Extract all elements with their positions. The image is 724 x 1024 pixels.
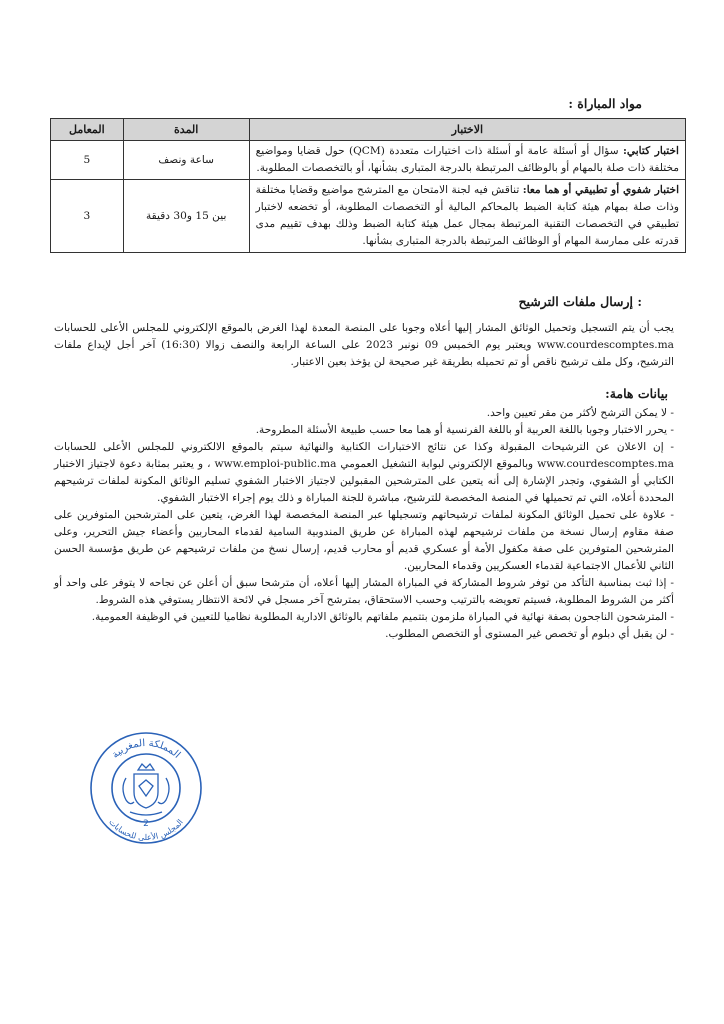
oral-exam-description [249, 180, 685, 253]
table-row [51, 141, 686, 180]
important-notes-list [54, 405, 674, 643]
important-notes-heading: بيانات هامة: [605, 386, 668, 401]
stamp-text-bottom: المجلس الأعلى للحسابات [107, 817, 185, 843]
oral-exam-title: اختبار شفوي أو تطبيقي أو هما معا: [522, 184, 680, 196]
list-item: - المترشحون الناجحون بصفة نهائية في المباراة ملزمون بتتميم ملفاتهم بالوثائق الادارية المطلوبة نظاميا للتعيين في الوظيفة العمومية. [91, 611, 674, 623]
stamp-inner-ring [112, 754, 180, 822]
submission-body: يجب أن يتم التسجيل وتحميل الوثائق المشار إليها أعلاه وجوبا على المنصة المعدة لهذا الغرض بالموقع الإلكتروني للمجلس الأعلى للحسابات www.courdescomptes.ma ويعتبر يوم الخميس 09 نونبر 2023 على الساعة الرابعة والنصف زوالا (16:30) آخر أجل لإيداع ملفات الترشيح، وكل ملف ترشيح ناقص أو تم تحميله بطريقة غير صحيحة لن يؤخذ بعين الاعتبار. [54, 322, 674, 368]
written-exam-coefficient: 5 [51, 141, 124, 180]
stamp-number: 2 [143, 819, 149, 829]
column-header-duration: المدة [123, 119, 249, 141]
list-item: - لا يمكن الترشح لأكثر من مقر تعيين واحد. [486, 407, 674, 419]
oral-exam-coefficient: 3 [51, 180, 124, 253]
column-header-exam: الاختبار [249, 119, 685, 141]
written-exam-duration: ساعة ونصف [123, 141, 249, 180]
oral-exam-duration: بين 15 و30 دقيقة [123, 180, 249, 253]
list-item: - يحرر الاختبار وجوبا باللغة العربية أو باللغة الفرنسية أو هما معا حسب طبيعة الأسئلة المطروحة. [255, 424, 674, 436]
coat-of-arms-icon [123, 764, 169, 815]
written-exam-description [249, 141, 685, 180]
exam-table [50, 118, 686, 253]
written-exam-title: اختبار كتابي: [622, 145, 679, 157]
exam-table-header-row [51, 119, 686, 141]
table-row [51, 180, 686, 253]
list-item: - إن الاعلان عن الترشيحات المقبولة وكذا عن نتائج الاختبارات الكتابية والنهائية سيتم بالموقع الالكتروني للمجلس الأعلى للحسابات www.courdescomptes.ma وبالموقع الإلكتروني لبوابة التشغيل العمومي www.emploi-public.ma ، و يعتبر بمثابة دعوة لاجتياز الاختبار الكتابي أو الشفوي، وتجدر الإشارة إلى أنه يتعين على المترشحين المقبولين لاجتياز الاختبار الشفوي تسليم الوثائق المكونة لملفات ترشيحهم المحددة أعلاه، التي تم تحميلها في المنصة المخصصة للترشيح، مباشرة للجنة المباراة و ذلك يوم إجراء الاختبار الشفوي. [54, 441, 674, 504]
stamp-text-top: المملكة المغربية [109, 737, 183, 761]
list-item: - علاوة على تحميل الوثائق المكونة لملفات ترشيحاتهم وتسجيلها عبر المنصة المخصصة لهذا الغرض، يتعين على المترشحين المتوفرين على صفة مقاوم إرسال نسخة من ملفات ترشيحهم لهذه المباراة عن طريق المندوبية السامية لقدماء المحاربين وأعضاء جيش التحرير، وعلى المترشحين المتوفرين على صفة مكفول الأمة أو عسكري قديم أو محارب قديم، إرسال نسخ من ملفات ترشيحهم عن طريق مؤسسة الحسن الثاني للأعمال الاجتماعية لقدماء العسكريين وقدماء المحاربين. [54, 509, 674, 572]
official-stamp [86, 730, 206, 846]
submission-heading: : إرسال ملفات الترشيح [518, 294, 642, 309]
list-item: - إذا ثبت بمناسبة التأكد من توفر شروط المشاركة في المباراة المشار إليها أعلاه، أن مترشحا سبق أن أعلن عن نجاحه لا يتوفر على واحد أو أكثر من الشروط المطلوبة، فسيتم تعويضه بالترتيب وحسب الاستحقاق، بمترشح آخر مسجل في لائحة الانتظار يستوفي هذه الشروط. [54, 577, 674, 606]
column-header-coefficient: المعامل [51, 119, 124, 141]
oral-exam-text: تناقش فيه لجنة الامتحان مع المترشح مواضيع وقضايا مختلفة وذات صلة بمهام هيئة كتابة الضبط بالمحاكم المالية أو التخصصات المطلوبة، أو تخضعه لاختبار تطبيقي في التخصصات التقنية المرتبطة بمجال عمل هيئة كتابة الضبط وذلك بهدف تقييم مدى قدرته على ممارسة المهام أو الوظائف المرتبطة بالدرجة المتبارى بشأنها. [255, 184, 679, 247]
exam-subjects-heading: مواد المباراة : [568, 96, 642, 111]
list-item: - لن يقبل أي دبلوم أو تخصص غير المستوى أو التخصص المطلوب. [385, 628, 674, 640]
written-exam-text: سؤال أو أسئلة عامة أو أسئلة ذات اختيارات متعددة (QCM) حول قضايا ومواضيع مختلفة ذات صلة بالمهام أو بالوظائف المرتبطة بالدرجة المتبارى بشأنها، أو بالتخصصات المطلوبة. [255, 145, 679, 174]
